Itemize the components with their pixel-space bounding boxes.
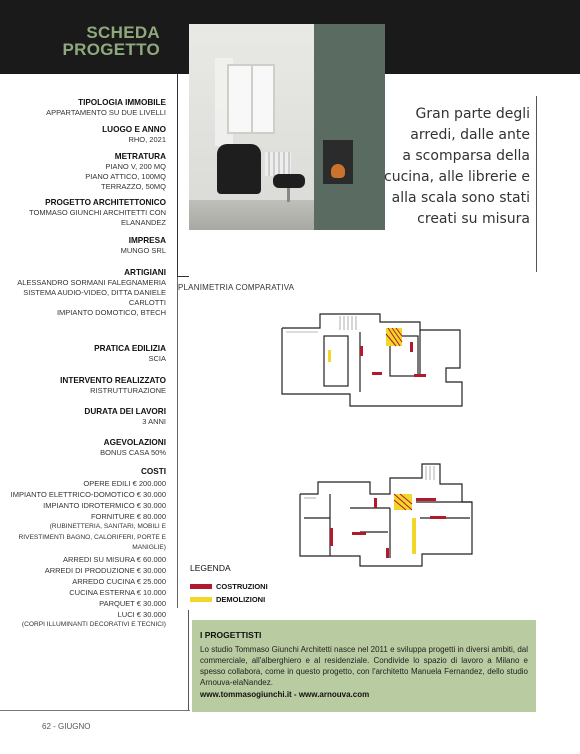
spec-intervento [0, 376, 166, 396]
designers-box [192, 620, 536, 712]
spec-value: PIANO V, 200 MQ PIANO ATTICO, 100MQ TERRAZZO, 50MQ [85, 162, 166, 191]
designers-title: I PROGETTISTI [200, 630, 262, 640]
spec-heading: PROGETTO ARCHITETTONICO [45, 198, 166, 207]
footer-rule [0, 710, 190, 711]
spec-value: APPARTAMENTO SU DUE LIVELLI [46, 108, 166, 117]
cost-value: € 25.000 [136, 576, 166, 586]
spec-metratura [0, 152, 166, 192]
spec-pratica [0, 344, 166, 364]
cost-value: € 30.000 [136, 609, 166, 619]
cost-row [0, 609, 166, 620]
cost-value: € 30.000 [136, 565, 166, 575]
plan-label-rule [177, 276, 189, 277]
floor-plan-lower [290, 458, 490, 572]
cost-row [0, 511, 166, 522]
legend-title: LEGENDA [190, 563, 231, 573]
cost-value: € 30.000 [136, 598, 166, 608]
spec-value: TOMMASO GIUNCHI ARCHITETTI CON ELANANDEZ [29, 208, 166, 227]
cost-label: ARREDI SU MISURA [63, 554, 135, 564]
interior-photo [189, 24, 385, 230]
cost-value: € 60.000 [136, 554, 166, 564]
quote-line: arredi, dalle ante [410, 127, 530, 143]
designers-text: Lo studio Tommaso Giunchi Architetti nasce nel 2011 e sviluppa progetti in diversi ambiti, dal commerciale, all'alberghiero e al residenziale. Condivide lo spazio di lavoro a Milano e spesso collabora, come in questo progetto, con l'architetto Manuela Fernandez, dello studio Arnouva-elaNandez. [200, 645, 528, 687]
plan-divider [177, 276, 178, 608]
legend-swatch-yellow [190, 597, 212, 602]
cost-row [0, 565, 166, 576]
legend-item-costruzioni [190, 582, 268, 591]
cost-row [0, 554, 166, 565]
spec-heading: IMPRESA [128, 236, 166, 245]
spec-value: RHO, 2021 [128, 135, 166, 144]
legend-swatch-red [190, 584, 212, 589]
cost-value: € 30.000 [136, 501, 166, 510]
spec-heading: PRATICA EDILIZIA [94, 344, 166, 353]
cost-note: (CORPI ILLUMINANTI DECORATIVI E TECNICI) [21, 620, 166, 628]
cost-value: € 200.000 [132, 479, 166, 488]
legend-item-demolizioni [190, 595, 265, 604]
spec-tipologia [0, 98, 166, 118]
legend-label: COSTRUZIONI [216, 582, 268, 591]
cost-label: CUCINA ESTERNA [69, 587, 135, 597]
cost-row [0, 478, 166, 489]
cost-row [0, 500, 166, 511]
spec-value: 3 ANNI [142, 417, 166, 426]
cost-label: FORNITURE [90, 512, 135, 521]
spec-durata [0, 407, 166, 427]
spec-agevolazioni [0, 438, 166, 458]
quote-line: cucina, alle librerie e [384, 169, 530, 185]
spec-value: SCIA [148, 354, 166, 363]
spec-impresa [0, 236, 166, 256]
cost-value: € 30.000 [136, 490, 166, 499]
costs-heading: COSTI [140, 467, 166, 476]
spec-heading: ARTIGIANI [124, 268, 166, 277]
cost-row [0, 587, 166, 598]
spec-value: RISTRUTTURAZIONE [90, 386, 166, 395]
quote-line: Gran parte degli [415, 106, 530, 122]
cost-note: (RUBINETTERIA, SANITARI, MOBILI E RIVESTIMENTI BAGNO, CALORIFERI, PORTE E MANIGLIE) [18, 523, 166, 551]
quote-line: alla scala sono stati [391, 190, 530, 206]
spec-heading: DURATA DEI LAVORI [84, 407, 166, 416]
legend-label: DEMOLIZIONI [216, 595, 266, 604]
costs-list [0, 467, 166, 630]
pull-quote [380, 104, 530, 230]
section-title-line2: PROGETTO [62, 40, 160, 59]
cost-value: € 80.000 [136, 512, 166, 521]
quote-line: a scomparsa della [402, 148, 530, 164]
cost-row [0, 489, 166, 500]
plan-label: PLANIMETRIA COMPARATIVA [178, 283, 295, 292]
box-divider [188, 610, 189, 710]
section-title [0, 24, 168, 58]
quote-line: creati su misura [417, 211, 530, 227]
cost-row [0, 598, 166, 609]
cost-label: IMPIANTO IDROTERMICO [43, 501, 135, 510]
cost-label: ARREDO CUCINA [72, 576, 135, 586]
cost-value: € 10.000 [136, 587, 166, 597]
spec-value: MUNGO SRL [120, 246, 166, 255]
quote-divider [536, 96, 537, 272]
section-title-line1: SCHEDA [86, 23, 160, 42]
spec-progetto [0, 198, 166, 228]
page-footer: 62 - GIUGNO [42, 722, 91, 731]
cost-label: OPERE EDILI [83, 479, 131, 488]
spec-artigiani [0, 268, 166, 318]
spec-heading: METRATURA [114, 152, 166, 161]
spec-value: ALESSANDRO SORMANI FALEGNAMERIA SISTEMA AUDIO-VIDEO, DITTA DANIELE CARLOTTI IMPIANTO DOMOTICO, BTECH [17, 278, 166, 317]
cost-label: PARQUET [99, 598, 135, 608]
spec-heading: LUOGO E ANNO [102, 125, 166, 134]
spec-luogo [0, 125, 166, 145]
column-divider [177, 74, 178, 276]
spec-heading: AGEVOLAZIONI [103, 438, 166, 447]
cost-label: ARREDI DI PRODUZIONE [44, 565, 135, 575]
spec-heading: INTERVENTO REALIZZATO [60, 376, 166, 385]
floor-plan-upper [270, 306, 480, 416]
cost-label: LUCI [117, 609, 135, 619]
cost-label: IMPIANTO ELETTRICO-DOMOTICO [10, 490, 135, 499]
spec-heading: TIPOLOGIA IMMOBILE [78, 98, 166, 107]
cost-row [0, 576, 166, 587]
designers-links[interactable]: www.tommasogiunchi.it - www.arnouva.com [200, 690, 370, 699]
spec-value: BONUS CASA 50% [100, 448, 166, 457]
